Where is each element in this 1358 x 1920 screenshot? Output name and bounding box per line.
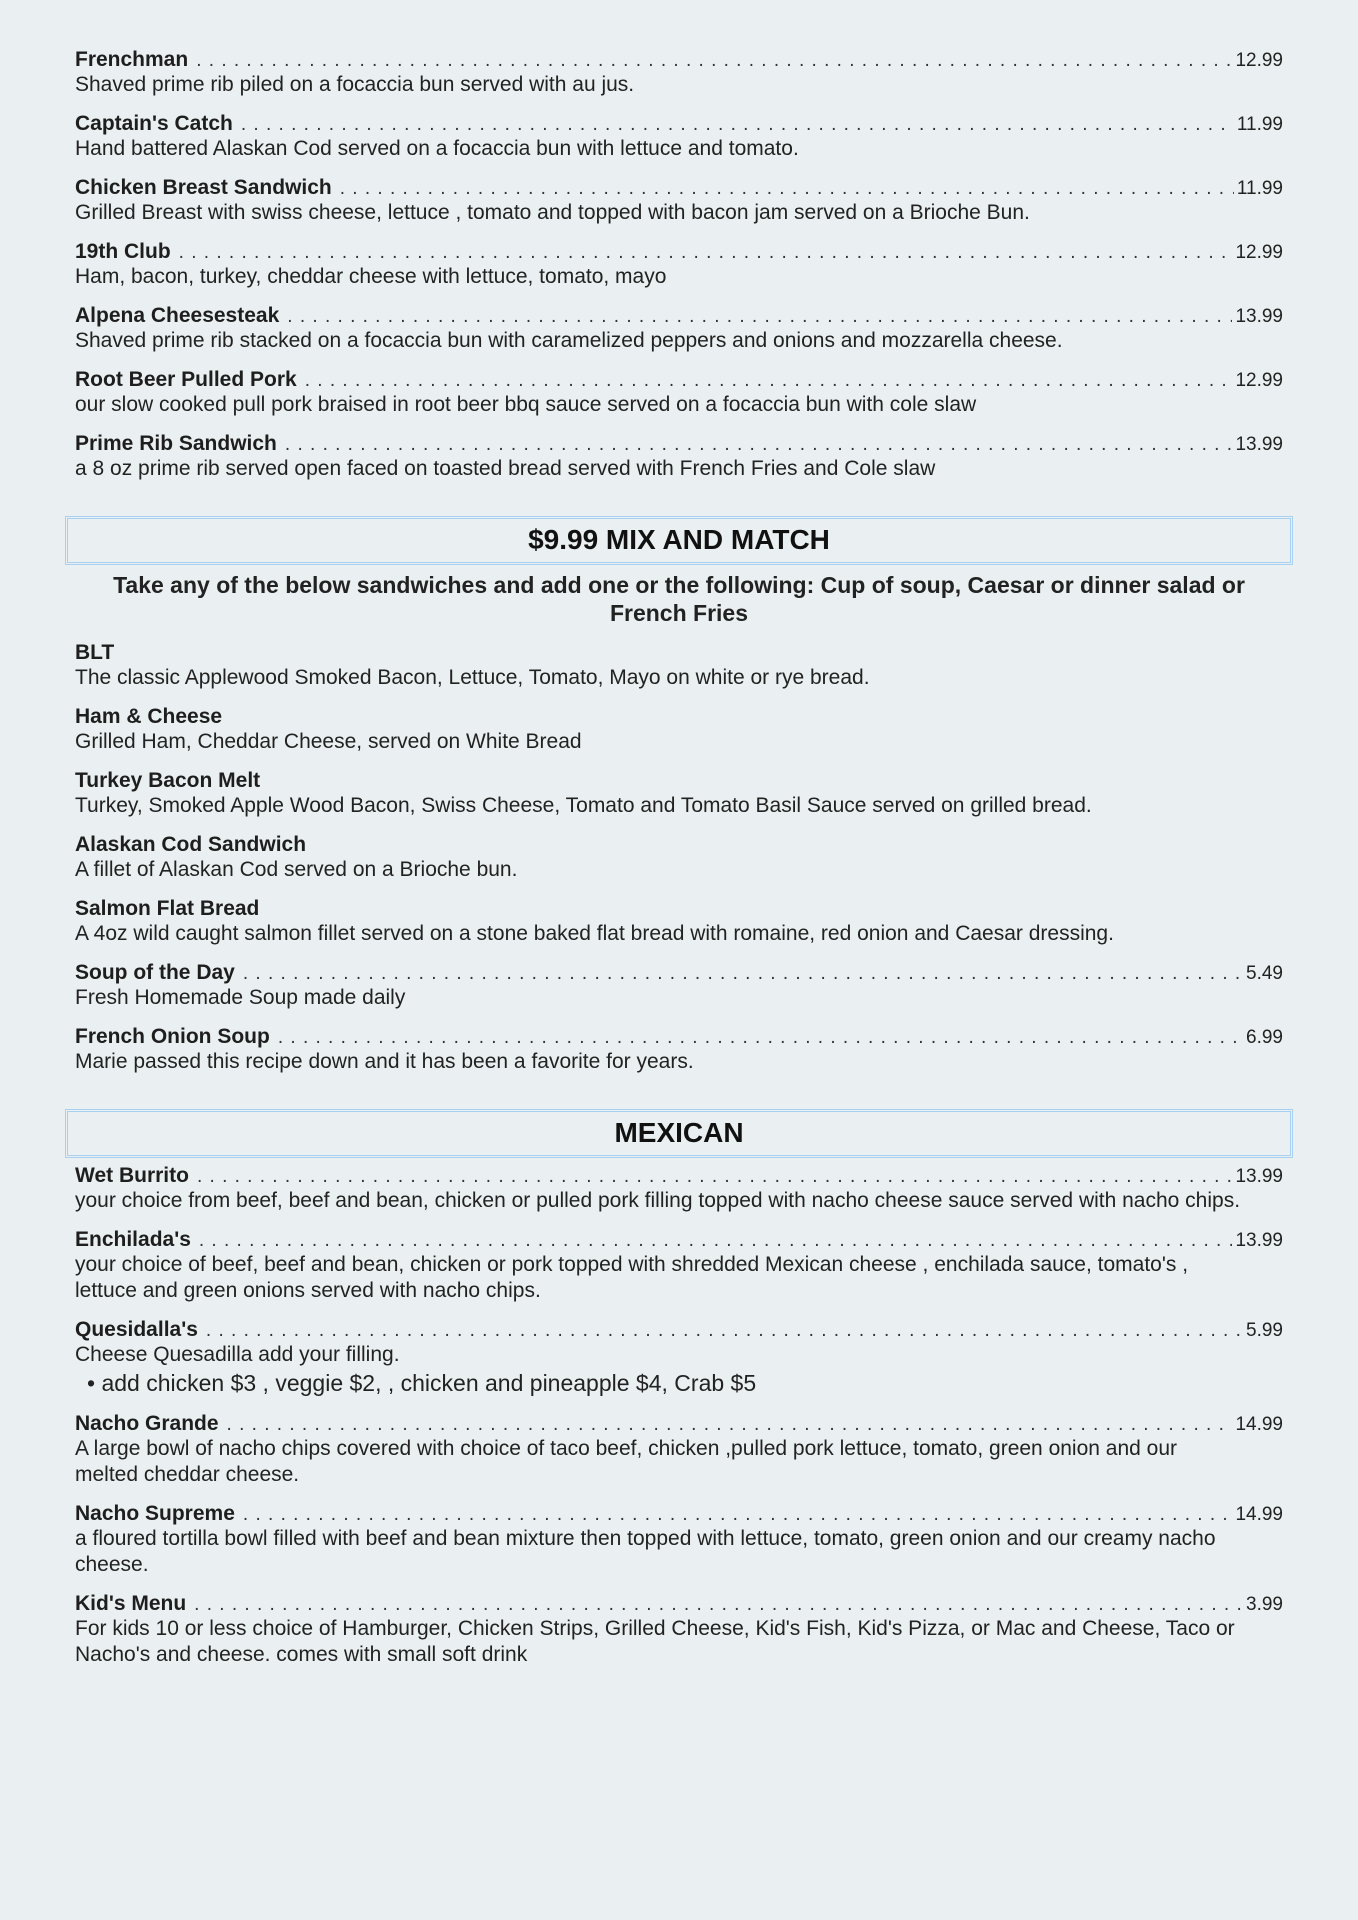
dot-leader [206, 1320, 1243, 1342]
mexican-list [75, 1164, 1283, 1668]
menu-item [75, 1318, 1283, 1398]
item-description: A 4oz wild caught salmon fillet served on a stone baked flat bread with romaine, red onion and Caesar dressing. [75, 922, 1114, 945]
item-name: Salmon Flat Bread [75, 897, 260, 920]
menu-item [75, 1025, 1283, 1075]
item-price: 14.99 [1235, 1504, 1283, 1525]
item-description: Hand battered Alaskan Cod served on a focaccia bun with lettuce and tomato. [75, 137, 799, 160]
item-description: Fresh Homemade Soup made daily [75, 986, 406, 1009]
menu-item [75, 769, 1283, 819]
menu-item [75, 304, 1283, 354]
item-description: a floured tortilla bowl filled with beef and bean mixture then topped with lettuce, tomato, green onion and our creamy nacho cheese. [75, 1527, 1216, 1576]
dot-leader [278, 1027, 1243, 1049]
item-price: 12.99 [1235, 50, 1283, 71]
item-name: BLT [75, 641, 115, 664]
item-description: Shaved prime rib piled on a focaccia bun served with au jus. [75, 73, 635, 96]
item-description: For kids 10 or less choice of Hamburger, Chicken Strips, Grilled Cheese, Kid's Fish, Kid's Pizza, or Mac and Cheese, Taco or Nacho's and cheese. comes with small soft drink [75, 1617, 1235, 1666]
menu-item [75, 176, 1283, 226]
item-price: 3.99 [1246, 1594, 1283, 1615]
item-price: 14.99 [1235, 1414, 1283, 1435]
menu-item [75, 368, 1283, 418]
item-name: French Onion Soup [75, 1025, 270, 1048]
item-name: Root Beer Pulled Pork [75, 368, 297, 391]
dot-leader [194, 1594, 1243, 1616]
menu-item [75, 1502, 1283, 1578]
item-name: Soup of the Day [75, 961, 235, 984]
dot-leader [243, 1504, 1233, 1526]
dot-leader [340, 178, 1234, 200]
dot-leader [196, 50, 1232, 72]
item-description: Marie passed this recipe down and it has been a favorite for years. [75, 1050, 694, 1073]
item-price: 13.99 [1235, 434, 1283, 455]
item-description: A large bowl of nacho chips covered with choice of taco beef, chicken ,pulled pork lettuce, tomato, green onion and our melted cheddar cheese. [75, 1437, 1178, 1486]
item-price: 12.99 [1235, 242, 1283, 263]
item-name: Kid's Menu [75, 1592, 187, 1615]
menu-item [75, 833, 1283, 883]
menu-item [75, 1228, 1283, 1304]
item-name: Alaskan Cod Sandwich [75, 833, 307, 856]
menu-item [75, 1592, 1283, 1668]
item-name: Nacho Supreme [75, 1502, 235, 1525]
dot-leader [305, 370, 1233, 392]
item-price: 13.99 [1235, 306, 1283, 327]
item-description: our slow cooked pull pork braised in root beer bbq sauce served on a focaccia bun with cole slaw [75, 393, 977, 416]
item-addon-note: • add chicken $3 , veggie $2, , chicken and pineapple $4, Crab $5 [87, 1370, 757, 1396]
menu-item [75, 897, 1283, 947]
dot-leader [241, 114, 1234, 136]
item-description: your choice from beef, beef and bean, chicken or pulled pork filling topped with nacho cheese sauce served with nacho chips. [75, 1189, 1241, 1212]
menu-item [75, 240, 1283, 290]
sandwich-list [75, 48, 1283, 482]
item-description: Grilled Breast with swiss cheese, lettuce , tomato and topped with bacon jam served on a Brioche Bun. [75, 201, 1030, 224]
item-price: 11.99 [1236, 178, 1283, 199]
item-description: Grilled Ham, Cheddar Cheese, served on White Bread [75, 730, 582, 753]
item-name: Chicken Breast Sandwich [75, 176, 332, 199]
item-description: Ham, bacon, turkey, cheddar cheese with lettuce, tomato, mayo [75, 265, 667, 288]
dot-leader [285, 434, 1233, 456]
menu-item [75, 961, 1283, 1011]
menu-item [75, 705, 1283, 755]
item-name: Quesidalla's [75, 1318, 198, 1341]
item-description: Cheese Quesadilla add your filling. [75, 1343, 400, 1366]
item-price: 13.99 [1235, 1166, 1283, 1187]
item-name: Nacho Grande [75, 1412, 219, 1435]
section-title: $9.99 MIX AND MATCH [528, 524, 830, 555]
dot-leader [227, 1414, 1233, 1436]
item-name: Wet Burrito [75, 1164, 189, 1187]
item-price: 5.49 [1246, 963, 1283, 984]
item-name: 19th Club [75, 240, 171, 263]
item-description: A fillet of Alaskan Cod served on a Brioche bun. [75, 858, 518, 881]
section-title: MEXICAN [614, 1117, 744, 1148]
dot-leader [243, 963, 1243, 985]
item-price: 6.99 [1246, 1027, 1283, 1048]
item-price: 5.99 [1246, 1320, 1283, 1341]
mix-match-list [75, 641, 1283, 1075]
item-description: Shaved prime rib stacked on a focaccia bun with caramelized peppers and onions and mozzarella cheese. [75, 329, 1063, 352]
dot-leader [179, 242, 1233, 264]
menu-item [75, 432, 1283, 482]
item-name: Turkey Bacon Melt [75, 769, 261, 792]
item-price: 12.99 [1235, 370, 1283, 391]
menu-item [75, 1164, 1283, 1214]
menu-item [75, 112, 1283, 162]
menu-item [75, 1412, 1283, 1488]
item-name: Prime Rib Sandwich [75, 432, 277, 455]
item-name: Ham & Cheese [75, 705, 223, 728]
dot-leader [197, 1166, 1233, 1188]
item-price: 13.99 [1235, 1230, 1283, 1251]
dot-leader [199, 1230, 1233, 1252]
item-description: a 8 oz prime rib served open faced on toasted bread served with French Fries and Cole slaw [75, 457, 936, 480]
dot-leader [287, 306, 1232, 328]
section-header-mix-match [65, 516, 1293, 565]
section-header-mexican [65, 1109, 1293, 1158]
item-name: Frenchman [75, 48, 189, 71]
item-name: Alpena Cheesesteak [75, 304, 280, 327]
item-description: your choice of beef, beef and bean, chicken or pork topped with shredded Mexican cheese , enchilada sauce, tomato's , lettuce and green onions served with nacho chips. [75, 1253, 1189, 1302]
item-description: The classic Applewood Smoked Bacon, Lettuce, Tomato, Mayo on white or rye bread. [75, 666, 870, 689]
item-name: Captain's Catch [75, 112, 233, 135]
item-description: Turkey, Smoked Apple Wood Bacon, Swiss Cheese, Tomato and Tomato Basil Sauce served on grilled bread. [75, 794, 1092, 817]
section-subtitle: Take any of the below sandwiches and add one or the following: Cup of soup, Caesar or dinner salad or French Fries [113, 572, 1245, 626]
menu-item [75, 641, 1283, 691]
menu-item [75, 48, 1283, 98]
item-name: Enchilada's [75, 1228, 191, 1251]
item-price: 11.99 [1236, 114, 1283, 135]
